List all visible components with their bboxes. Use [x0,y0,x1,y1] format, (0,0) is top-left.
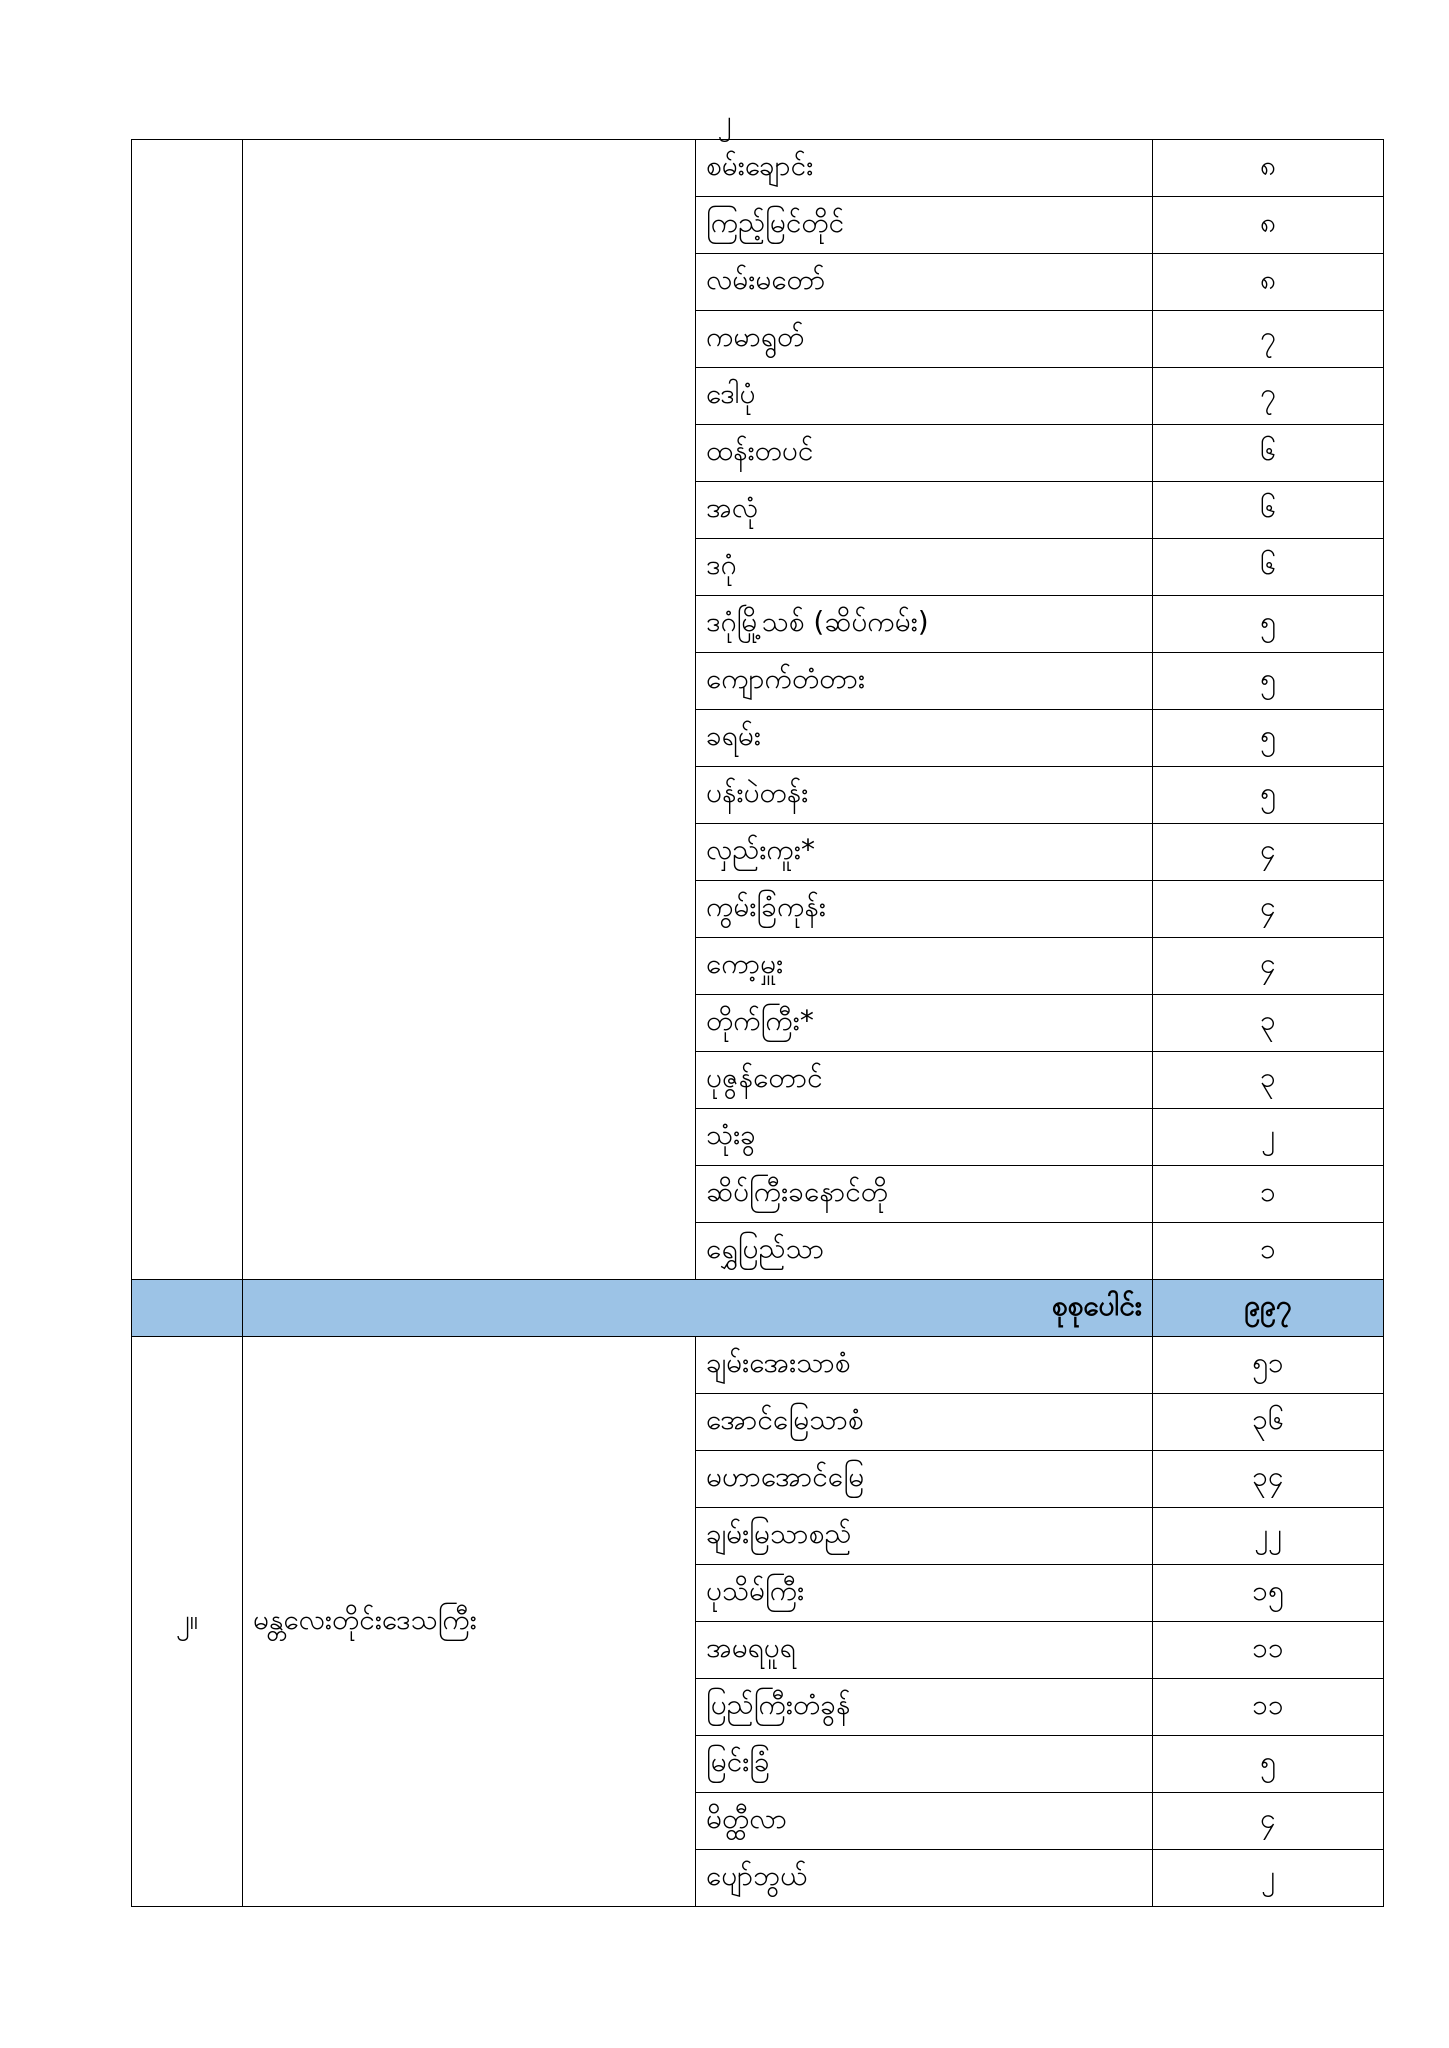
township-name: ဒဂုံမြို့သစ် (ဆိပ်ကမ်း) [696,596,1153,653]
township-name: ပုဇွန်တောင် [696,1052,1153,1109]
township-name: ပြည်ကြီးတံခွန် [696,1679,1153,1736]
township-count: ၁ [1153,1223,1384,1280]
township-name: ခရမ်း [696,710,1153,767]
township-count: ၅ [1153,653,1384,710]
township-count: ၂၂ [1153,1508,1384,1565]
township-name: ကမာရွတ် [696,311,1153,368]
township-count: ၈ [1153,140,1384,197]
township-name: မြင်းခြံ [696,1736,1153,1793]
township-count: ၄ [1153,1793,1384,1850]
township-name: စမ်းချောင်း [696,140,1153,197]
township-name: ဒဂုံ [696,539,1153,596]
township-count: ၅ [1153,596,1384,653]
township-name: ပန်းပဲတန်း [696,767,1153,824]
table-row [132,140,1384,197]
township-count: ၃၆ [1153,1394,1384,1451]
page-number: ၂ [717,104,732,137]
section-number: ၂။ [132,1337,243,1907]
township-count: ၄ [1153,824,1384,881]
township-count: ၆ [1153,539,1384,596]
township-count: ၅ [1153,767,1384,824]
township-name: ရွှေပြည်သာ [696,1223,1153,1280]
township-name: လမ်းမတော် [696,254,1153,311]
township-count: ၅ [1153,710,1384,767]
township-name: အမရပူရ [696,1622,1153,1679]
township-name: ပုသိမ်ကြီး [696,1565,1153,1622]
region-cell [243,140,696,1280]
township-count: ၁ [1153,1166,1384,1223]
township-name: ထန်းတပင် [696,425,1153,482]
township-count: ၅၁ [1153,1337,1384,1394]
township-name: ကြည့်မြင်တိုင် [696,197,1153,254]
township-count: ၈ [1153,254,1384,311]
township-name: လှည်းကူး* [696,824,1153,881]
township-count: ၇ [1153,311,1384,368]
township-name: ဆိပ်ကြီးခနောင်တို [696,1166,1153,1223]
township-count: ၃ [1153,995,1384,1052]
table-row [132,1337,1384,1394]
township-name: အောင်မြေသာစံ [696,1394,1153,1451]
township-name: သုံးခွ [696,1109,1153,1166]
township-name: ချမ်းအေးသာစံ [696,1337,1153,1394]
township-count: ၆ [1153,425,1384,482]
region-name: မန္တလေးတိုင်းဒေသကြီး [243,1337,696,1907]
township-count: ၈ [1153,197,1384,254]
total-label: စုစုပေါင်း [243,1280,1153,1337]
township-name: ကော့မှူး [696,938,1153,995]
township-count: ၄ [1153,881,1384,938]
township-name: ကျောက်တံတား [696,653,1153,710]
total-blank-cell [132,1280,243,1337]
township-count: ၃ [1153,1052,1384,1109]
township-count: ၆ [1153,482,1384,539]
township-count: ၁၅ [1153,1565,1384,1622]
township-name: ချမ်းမြသာစည် [696,1508,1153,1565]
township-name: ပျော်ဘွယ် [696,1850,1153,1907]
township-name: ဒေါပုံ [696,368,1153,425]
township-count: ၁၁ [1153,1679,1384,1736]
township-count: ၇ [1153,368,1384,425]
township-name: အလုံ [696,482,1153,539]
township-count: ၃၄ [1153,1451,1384,1508]
township-table [131,139,1384,1907]
section-number-cell [132,140,243,1280]
total-value: ၉၉၇ [1153,1280,1384,1337]
township-count: ၄ [1153,938,1384,995]
township-count: ၂ [1153,1109,1384,1166]
township-name: ကွမ်းခြံကုန်း [696,881,1153,938]
township-count: ၂ [1153,1850,1384,1907]
township-name: မိတ္ထီလာ [696,1793,1153,1850]
township-name: မဟာအောင်မြေ [696,1451,1153,1508]
township-name: တိုက်ကြီး* [696,995,1153,1052]
township-count: ၁၁ [1153,1622,1384,1679]
total-row [132,1280,1384,1337]
township-count: ၅ [1153,1736,1384,1793]
